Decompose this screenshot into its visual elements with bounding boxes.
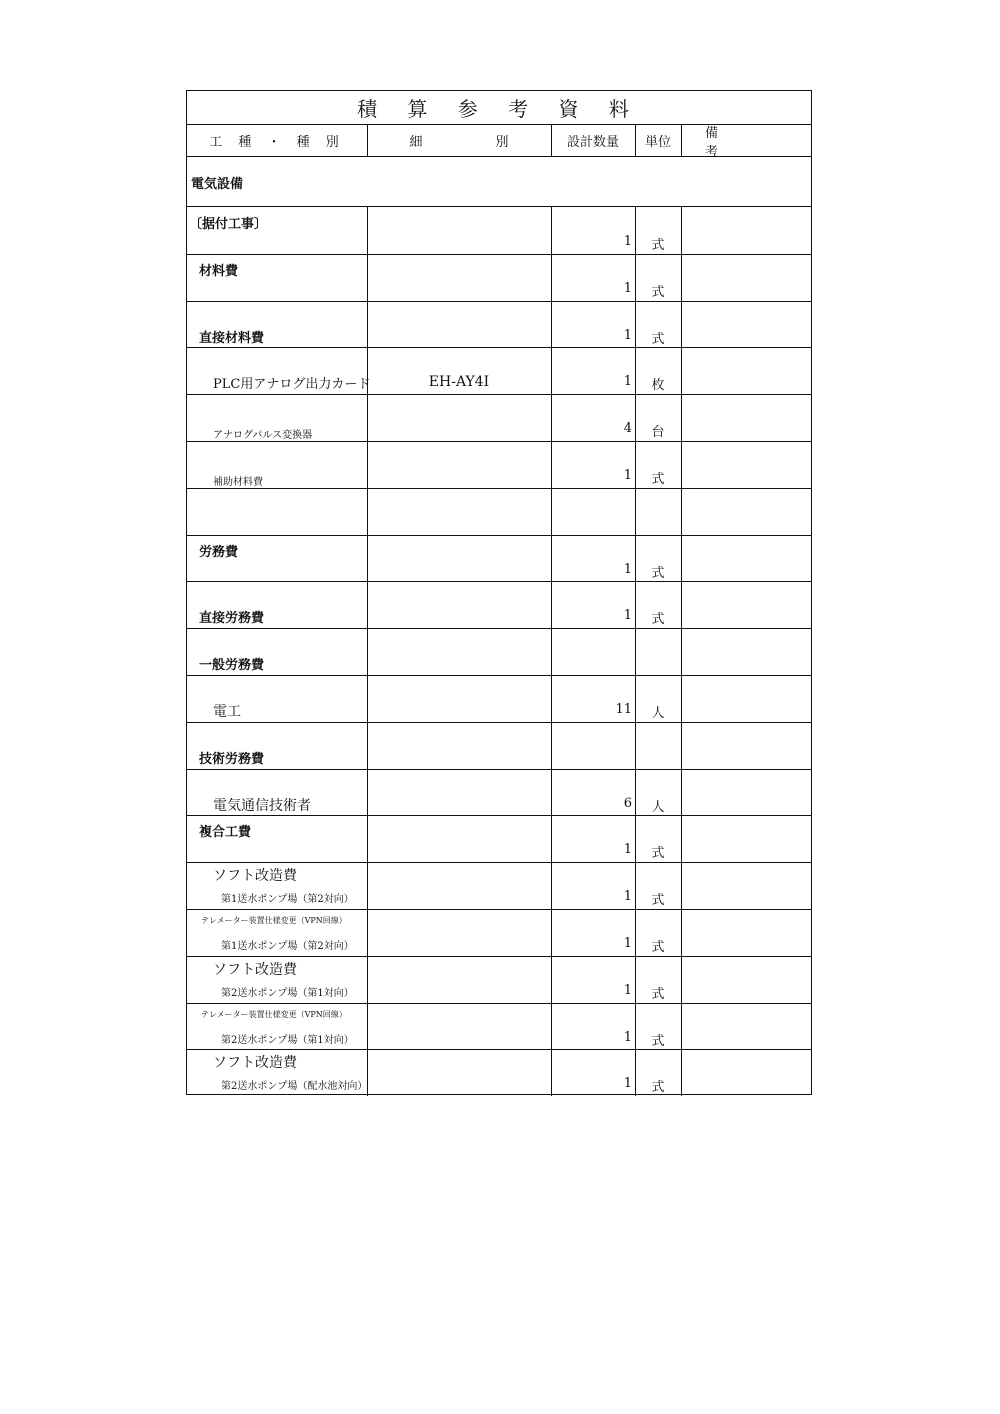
column-divider <box>635 628 636 675</box>
column-divider <box>367 394 368 441</box>
row-label: 材料費 <box>199 263 239 279</box>
column-divider <box>681 815 682 862</box>
column-divider <box>681 488 682 535</box>
row-divider <box>187 347 811 348</box>
header-quantity: 設計数量 <box>551 125 635 157</box>
row-quantity: 1 <box>623 1029 632 1045</box>
column-divider <box>635 722 636 769</box>
row-unit: 式 <box>651 284 665 300</box>
row-unit: 式 <box>651 1080 665 1096</box>
row-unit: 枚 <box>651 378 665 394</box>
row-sublabel: 第1送水ポンプ場（第2対向） <box>221 894 354 906</box>
row-unit: 台 <box>651 425 665 441</box>
column-divider <box>367 581 368 628</box>
row-quantity: 6 <box>623 795 632 811</box>
column-divider <box>681 207 682 254</box>
row-label: ソフト改造費 <box>213 961 297 978</box>
column-divider <box>681 301 682 348</box>
row-label: 労務費 <box>199 544 239 560</box>
row-label: 〔据付工事〕 <box>189 217 268 232</box>
header-divider <box>367 125 368 157</box>
row-label: 直接材料費 <box>199 330 265 346</box>
column-divider <box>367 628 368 675</box>
row-quantity: 1 <box>623 608 632 624</box>
row-quantity: 1 <box>623 234 632 249</box>
row-label: 補助材料費 <box>213 477 263 488</box>
section-label: 電気設備 <box>191 177 244 192</box>
row-unit: 人 <box>651 799 665 815</box>
column-divider <box>681 347 682 394</box>
row-label: 電工 <box>213 704 241 720</box>
column-divider <box>367 488 368 535</box>
row-quantity: 1 <box>623 561 632 577</box>
row-divider <box>187 769 811 770</box>
row-unit: 式 <box>651 893 665 909</box>
header-divider <box>551 125 552 157</box>
row-divider <box>187 862 811 863</box>
column-divider <box>681 254 682 301</box>
row-divider <box>187 815 811 816</box>
row-label: 一般労務費 <box>199 658 265 674</box>
column-divider <box>367 535 368 582</box>
row-unit: 式 <box>651 565 665 581</box>
column-divider <box>367 254 368 301</box>
header-kind: 工 種 ・ 種 別 <box>187 125 367 157</box>
row-divider <box>187 675 811 676</box>
row-divider <box>187 628 811 629</box>
row-sublabel: 第1送水ポンプ場（第2対向） <box>221 941 354 952</box>
row-divider <box>187 535 811 536</box>
header-detail: 細 別 <box>367 125 551 157</box>
column-divider <box>681 535 682 582</box>
row-divider <box>187 394 811 395</box>
column-divider <box>681 909 682 956</box>
row-unit: 式 <box>651 1033 665 1049</box>
row-unit: 式 <box>651 940 665 955</box>
column-divider <box>681 956 682 1003</box>
row-label: ソフト改造費 <box>213 868 297 885</box>
column-divider <box>681 441 682 488</box>
row-sublabel: 第2送水ポンプ場（配水池対向） <box>221 1081 368 1093</box>
row-quantity: 11 <box>615 702 632 717</box>
row-unit: 式 <box>651 846 665 862</box>
column-divider <box>681 862 682 909</box>
section-divider <box>187 206 811 207</box>
header-unit: 単位 <box>635 125 681 157</box>
column-divider <box>681 1003 682 1050</box>
row-quantity: 1 <box>623 842 632 858</box>
column-divider <box>681 628 682 675</box>
column-divider <box>551 488 552 535</box>
row-label: テレメーター装置仕様変更（VPN回線） <box>201 916 347 925</box>
row-divider <box>187 1049 811 1050</box>
row-quantity: 1 <box>623 1076 632 1092</box>
row-quantity: 1 <box>623 327 632 343</box>
column-divider <box>681 581 682 628</box>
row-label: 技術労務費 <box>199 751 265 767</box>
column-divider <box>551 722 552 769</box>
header-divider <box>681 125 682 157</box>
row-divider <box>187 581 811 582</box>
column-divider <box>681 1049 682 1096</box>
row-label: テレメーター装置仕様変更（VPN回線） <box>201 1009 347 1019</box>
row-label: PLC用アナログ出力カード <box>213 377 371 393</box>
column-divider <box>681 722 682 769</box>
row-quantity: 1 <box>623 280 632 296</box>
row-divider <box>187 488 811 489</box>
row-unit: 式 <box>651 612 665 628</box>
row-label: 直接労務費 <box>199 611 265 627</box>
sheet-title: 積 算 参 考 資 料 <box>187 91 811 125</box>
row-unit: 式 <box>651 331 665 347</box>
row-sublabel: 第2送水ポンプ場（第1対向） <box>221 1034 354 1046</box>
row-divider <box>187 1003 811 1004</box>
row-unit: 人 <box>651 706 665 721</box>
row-quantity: 1 <box>623 936 632 951</box>
column-divider <box>367 675 368 722</box>
row-detail: EH-AY4I <box>428 374 490 391</box>
column-divider <box>367 956 368 1003</box>
column-divider <box>367 207 368 254</box>
column-divider <box>367 862 368 909</box>
column-divider <box>367 722 368 769</box>
row-quantity: 4 <box>623 421 632 437</box>
row-quantity: 1 <box>623 468 632 483</box>
row-divider <box>187 254 811 255</box>
row-unit: 式 <box>651 472 665 487</box>
row-quantity: 1 <box>623 889 632 905</box>
column-divider <box>635 488 636 535</box>
column-divider <box>367 301 368 348</box>
header-remarks: 備 考 <box>681 125 811 157</box>
row-divider <box>187 956 811 957</box>
header-divider <box>635 125 636 157</box>
column-divider <box>681 769 682 816</box>
row-label: アナログパルス変換器 <box>213 430 313 442</box>
row-divider <box>187 301 811 302</box>
column-divider <box>367 815 368 862</box>
row-sublabel: 第2送水ポンプ場（第1対向） <box>221 987 354 999</box>
column-divider <box>681 394 682 441</box>
column-divider <box>551 628 552 675</box>
column-divider <box>367 441 368 488</box>
row-unit: 式 <box>651 986 665 1002</box>
row-label: ソフト改造費 <box>213 1055 297 1072</box>
row-quantity: 1 <box>623 982 632 998</box>
row-label: 複合工費 <box>199 825 252 841</box>
column-divider <box>367 909 368 956</box>
column-divider <box>367 1003 368 1050</box>
column-divider <box>367 769 368 816</box>
row-unit: 式 <box>651 238 665 253</box>
estimate-sheet <box>186 90 812 1095</box>
row-divider <box>187 909 811 910</box>
row-divider <box>187 722 811 723</box>
column-divider <box>681 675 682 722</box>
row-label: 電気通信技術者 <box>213 797 311 814</box>
row-quantity: 1 <box>623 374 632 390</box>
